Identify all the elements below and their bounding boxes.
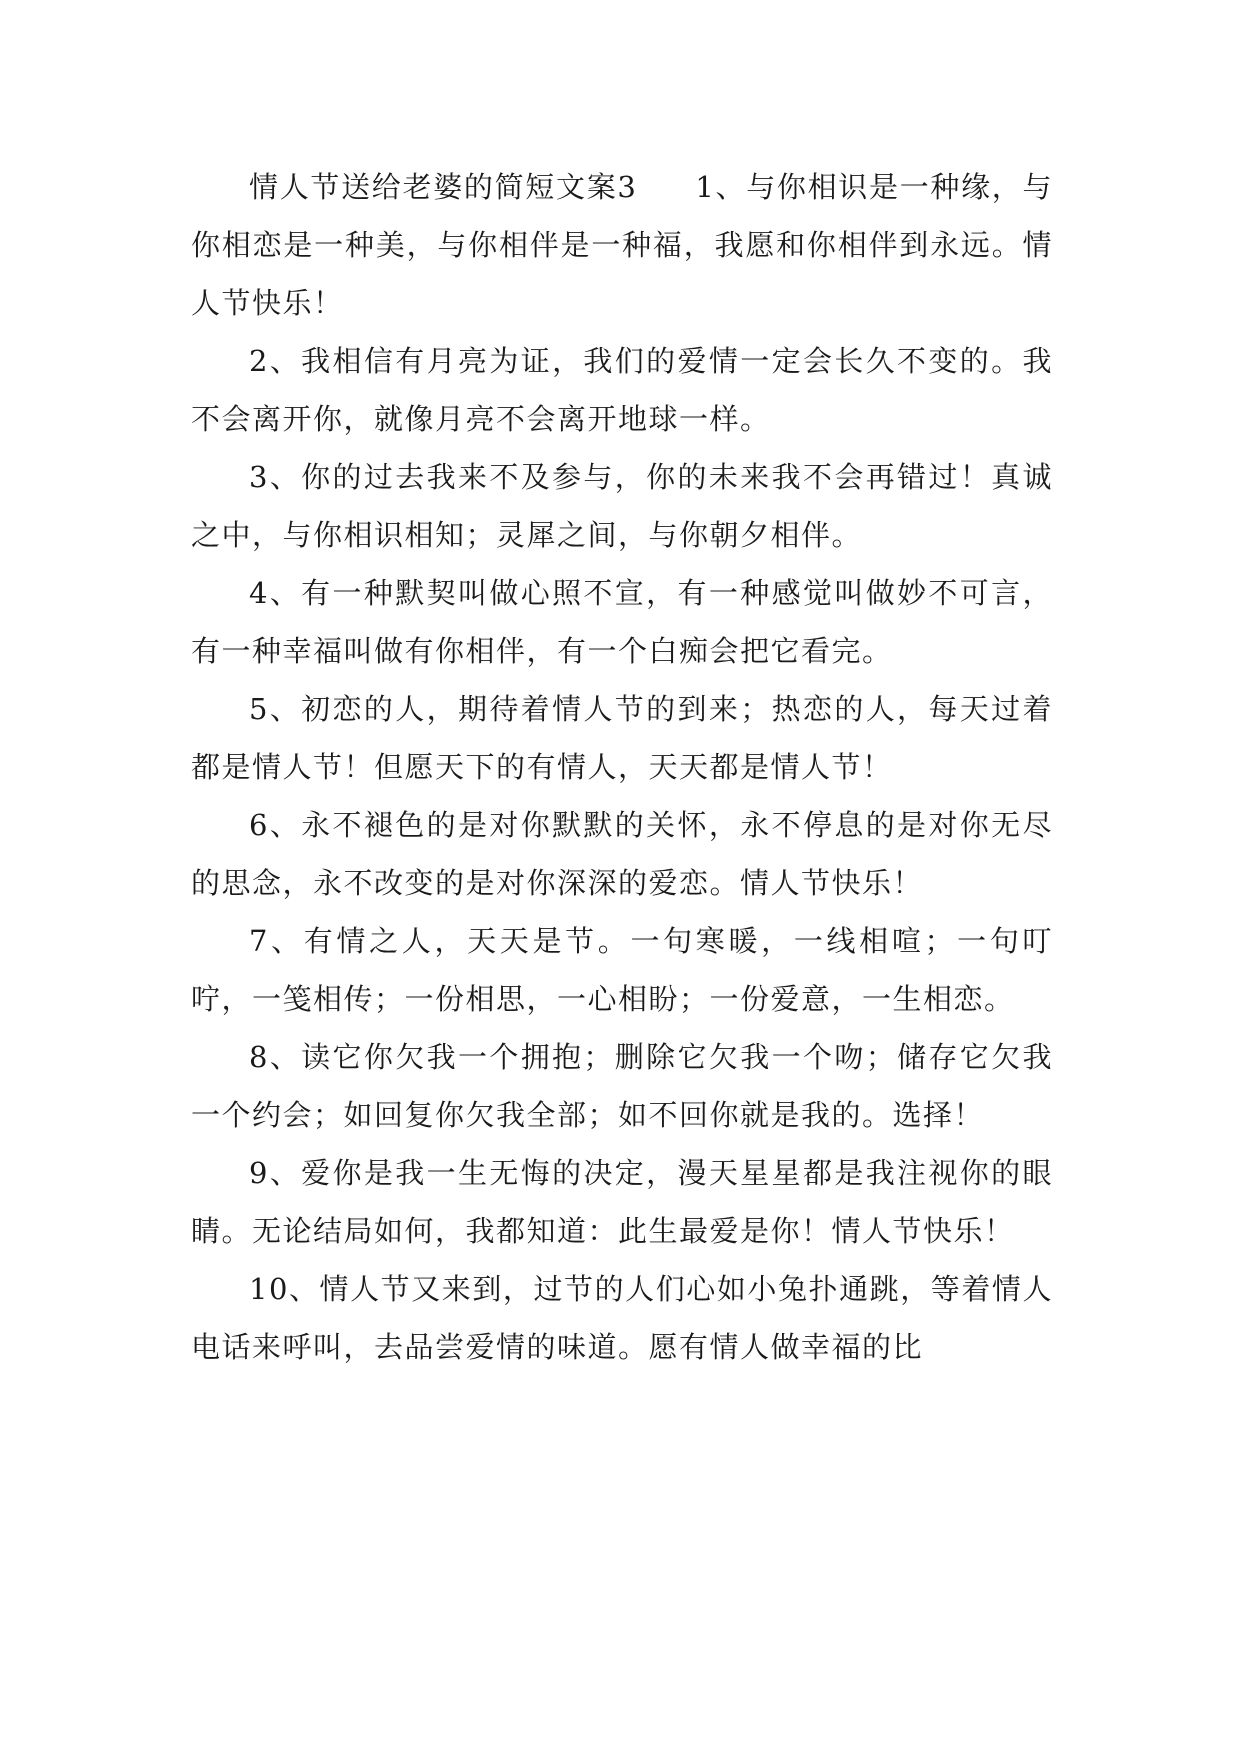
paragraph-8: 8、读它你欠我一个拥抱；删除它欠我一个吻；储存它欠我一个约会；如回复你欠我全部；如不回你就是我的。选择！	[191, 1040, 1053, 1132]
paragraph-5: 5、初恋的人，期待着情人节的到来；热恋的人，每天过着都是情人节！但愿天下的有情人，天天都是情人节！	[191, 692, 1053, 784]
paragraph-7: 7、有情之人，天天是节。一句寒暖，一线相喧；一句叮咛，一笺相传；一份相思，一心相盼；一份爱意，一生相恋。	[191, 924, 1053, 1016]
paragraph-1	[191, 158, 1053, 332]
paragraph-9: 9、爱你是我一生无悔的决定，漫天星星都是我注视你的眼睛。无论结局如何，我都知道：此生最爱是你！情人节快乐！	[191, 1156, 1053, 1248]
document-page	[191, 158, 1053, 1376]
paragraph-6: 6、永不褪色的是对你默默的关怀，永不停息的是对你无尽的思念，永不改变的是对你深深的爱恋。情人节快乐！	[191, 808, 1053, 900]
paragraph-2: 2、我相信有月亮为证，我们的爱情一定会长久不变的。我不会离开你，就像月亮不会离开地球一样。	[191, 344, 1053, 436]
paragraph-3: 3、你的过去我来不及参与，你的未来我不会再错过！真诚之中，与你相识相知；灵犀之间，与你朝夕相伴。	[191, 460, 1053, 552]
document-title: 情人节送给老婆的简短文案3	[249, 170, 638, 204]
paragraph-10: 10、情人节又来到，过节的人们心如小兔扑通跳，等着情人电话来呼叫，去品尝爱情的味道。愿有情人做幸福的比	[191, 1272, 1053, 1364]
paragraph-4: 4、有一种默契叫做心照不宣，有一种感觉叫做妙不可言，有一种幸福叫做有你相伴，有一个白痴会把它看完。	[191, 576, 1053, 668]
paragraph-text: 1、与你相识是一种缘，与你相恋是一种美，与你相伴是一种福，我愿和你相伴到永远。情人节快乐！	[191, 170, 1054, 320]
